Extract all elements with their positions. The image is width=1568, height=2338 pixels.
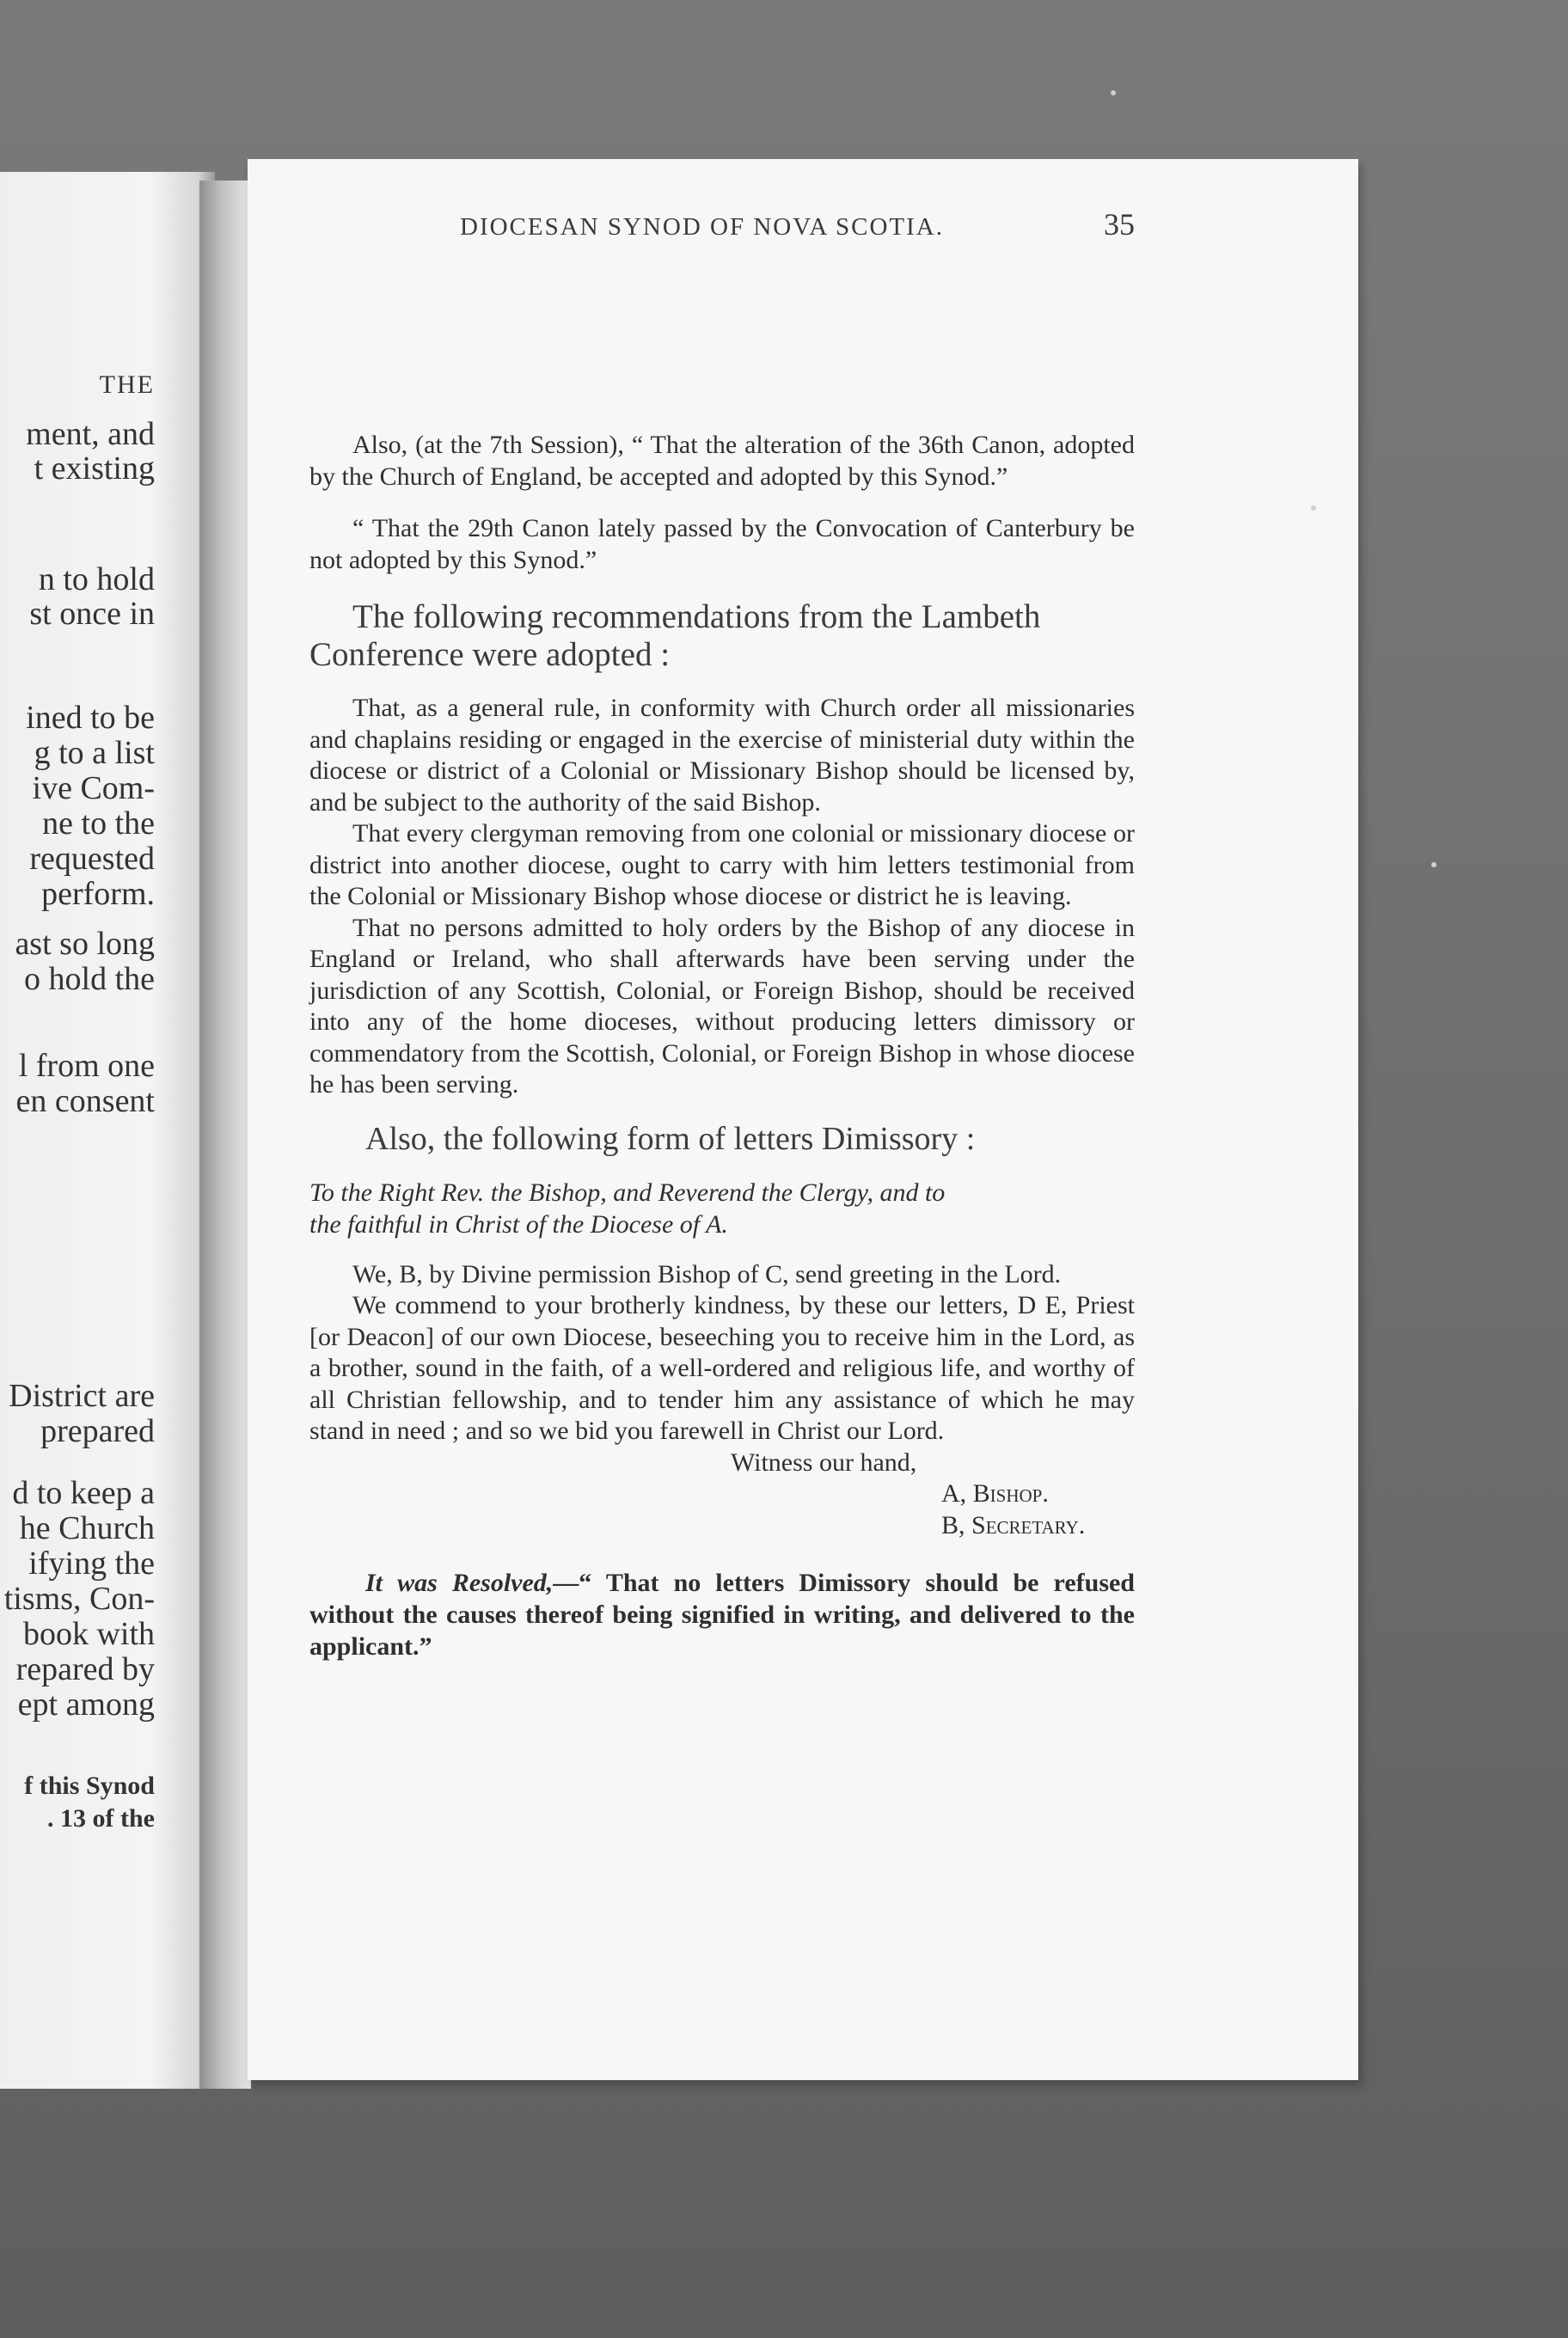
letter-address [309, 1177, 1135, 1240]
resolution-paragraph [309, 1567, 1135, 1662]
left-page-line: ne to the [42, 805, 155, 842]
recommendation-2: That every clergyman removing from one colonial or missionary diocese or district into another diocese, ought to carry with him letters testimonial from the Colonial or Missionary Bishop whose diocese or district he is leaving. [309, 819, 1135, 910]
left-page-line: t existing [34, 450, 155, 487]
left-page-line: n to hold [38, 561, 155, 597]
left-page-line: tisms, Con- [3, 1581, 155, 1617]
letter-greeting: We, B, by Divine permission Bishop of C, send greeting in the Lord. [352, 1259, 1062, 1288]
recommendation-3: That no persons admitted to holy orders by the Bishop of any diocese in England or Ireland, who shall afterwards have been serving under the jurisdiction of any Scottish, Colonial, or Foreign Bishop, should be received into any of the home dioceses, without producing letters dimissory or commendatory from the Scottish, Colonial, or Foreign Bishop in whose diocese he has been serving. [309, 913, 1135, 1099]
paper-speck [1111, 90, 1116, 95]
dimissory-heading: Also, the following form of letters Dimissory : [365, 1120, 976, 1157]
witness-line: Witness our hand, [731, 1447, 917, 1477]
left-page-line: ept among [17, 1686, 155, 1723]
paper-speck [1431, 862, 1436, 867]
left-page-line: repared by [15, 1651, 155, 1687]
left-page-line: prepared [40, 1413, 155, 1449]
running-head: DIOCESAN SYNOD OF NOVA SCOTIA. [460, 213, 944, 241]
left-page-line: District are [9, 1378, 155, 1414]
left-page-line: ined to be [26, 700, 155, 736]
left-page-line: he Church [19, 1510, 155, 1546]
left-page-line: book with [22, 1616, 155, 1652]
recommendation-1: That, as a general rule, in conformity with Church order all missionaries and chaplains residing or engaged in the exercise of ministerial duty within the diocese or district of a Colonial or Missionary Bishop should be licensed by, and be subject to the authority of the said Bishop. [309, 694, 1135, 817]
signature-secretary: B, Secretary. [941, 1510, 1086, 1539]
address-line: To the Right Rev. the Bishop, and Reverend the Clergy, and to [309, 1178, 946, 1207]
left-page-line: en consent [15, 1083, 155, 1119]
paragraph-7th-session: Also, (at the 7th Session), “ That the alteration of the 36th Canon, adopted by the Church of England, be accepted and adopted by this Synod.” [309, 431, 1135, 491]
left-page-line: f this Synod [24, 1772, 155, 1800]
left-page-line: st once in [29, 596, 155, 632]
paper-speck [1311, 505, 1316, 511]
signature-bishop: A, Bishop. [941, 1479, 1049, 1508]
address-line: the faithful in Christ of the Diocese of A. [309, 1209, 728, 1239]
left-page-line: requested [29, 841, 155, 877]
left-page-line: o hold the [24, 961, 155, 997]
page-number: 35 [1104, 207, 1135, 242]
left-page-line: ment, and [26, 416, 155, 452]
letter-body: We commend to your brotherly kindness, by these our letters, D E, Priest [or Deacon] of our own Diocese, beseeching you to receive him in the Lord, as a brother, sound in the faith, of a well-ordered and religious life, and worthy of all Christian fellowship, and to tender him any assistance of which he may stand in need ; and so we bid you farewell in Christ our Lord. [309, 1291, 1135, 1445]
resolved-text: —“ That no letters Dimissory should be refused without the causes thereof being signified in writing, and delivered to the applicant.” [309, 1569, 1135, 1661]
left-page-line: . 13 of the [47, 1804, 155, 1833]
page-header [211, 205, 1135, 248]
left-page-line: d to keep a [12, 1475, 155, 1511]
paragraph-29th-canon: “ That the 29th Canon lately passed by the Convocation of Canterbury be not adopted by this Synod.” [309, 514, 1135, 574]
left-page-line: ast so long [15, 926, 155, 962]
resolved-label: It was Resolved, [365, 1569, 554, 1597]
lambeth-heading: The following recommendations from the Lambeth Conference were adopted : [309, 598, 1041, 673]
page-body [309, 430, 1135, 1662]
left-page [0, 172, 215, 2089]
left-page-line: perform. [41, 876, 155, 912]
left-page-line: THE [99, 370, 155, 399]
left-page-line: ifying the [28, 1545, 155, 1582]
left-page-line: l from one [18, 1048, 155, 1084]
left-page-line: ive Com- [32, 770, 155, 806]
left-page-line: g to a list [34, 735, 155, 771]
book-gutter [199, 181, 251, 2089]
